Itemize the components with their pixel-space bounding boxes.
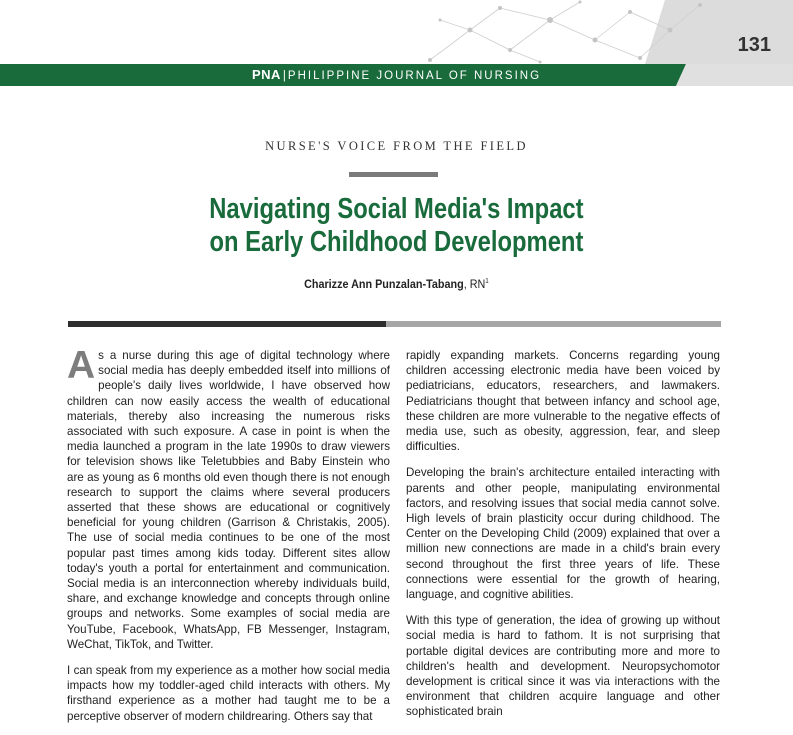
journal-brand: PNA: [251, 67, 281, 82]
title-line-2: on Early Childhood Development: [209, 226, 584, 258]
title-rule: [349, 172, 438, 177]
author-line: [40, 277, 754, 291]
divider-light: [386, 321, 721, 327]
journal-banner-text: [0, 64, 793, 86]
section-label: NURSE'S VOICE FROM THE FIELD: [265, 139, 528, 153]
article-title: [71, 193, 721, 259]
paragraph-text: s a nurse during this age of digital technology where social media has deeply embedded itself into millions of people's daily lives worldwide, I have observed how children can now easily access the wealth of educational materials, thereby also increasing the numerous risks associated with such exposure. A case in point is when the media launched a program in the late 1990s to draw viewers for television shows like Teletubbies and Baby Einstein who are as young as 6 months old even though there is not enough research to support the claims where several producers asserted that these shows are educational or cognitively beneficial for young children (Garrison & Christakis, 2005). The use of social media continues to be one of the most popular past times among kids today. Different sites allow today's youth a portal for entertainment and communication. Social media is an interconnection whereby individuals build, share, and exchange knowledge and concepts through online groups and networks. Some examples of social media are YouTube, Facebook, WhatsApp, FB Messenger, Instagram, WeChat, TikTok, and Twitter.: [67, 349, 390, 651]
body-column-left: [67, 344, 390, 735]
journal-name: PHILIPPINE JOURNAL OF NURSING: [287, 70, 542, 82]
drop-cap: A: [67, 344, 96, 387]
author-name: Charizze Ann Punzalan-Tabang: [304, 277, 464, 291]
paragraph: With this type of generation, the idea of growing up without social media is hard to fathom. It is not surprising that portable digital devices are contributing more and more to children's health and development. Neuropsychomotor development is critical since it was via interactions with the environment that children acquire language and other sophisticated brain: [406, 614, 720, 719]
author-credential: , RN: [463, 277, 486, 291]
divider-dark: [68, 321, 386, 327]
banner-separator: |: [282, 70, 286, 82]
paragraph: rapidly expanding markets. Concerns regarding young children accessing electronic media have been voiced by pediatricians, educators, researchers, and lawmakers. Pediatricians thought that between infancy and school age, these children are more vulnerable to the negative effects of media use, such as obesity, aggression, fear, and sleep difficulties.: [406, 349, 720, 454]
title-line-1: Navigating Social Media's Impact: [209, 193, 584, 225]
network-pattern-graphic: [380, 0, 793, 64]
paragraph: I can speak from my experience as a mother how social media impacts how my toddler-aged child interacts with others. My firsthand experience as a mother had taught me to be a perceptive observer of modern childrearing. Others say that: [67, 664, 390, 723]
page-number: 131: [737, 34, 771, 56]
body-column-right: [406, 348, 720, 731]
paragraph: [67, 344, 390, 652]
paragraph: Developing the brain's architecture entailed interacting with parents and other people, manipulating environmental factors, and resolving issues that social media cannot solve. High levels of brain plasticity occur during childhood. The Center on the Developing Child (2009) explained that over a million new connections are made in a child's brain every second throughout the first three years of life. These connections were essential for the growth of hearing, language, and cognitive abilities.: [406, 466, 720, 602]
author-affiliation-mark: 1: [485, 278, 489, 285]
